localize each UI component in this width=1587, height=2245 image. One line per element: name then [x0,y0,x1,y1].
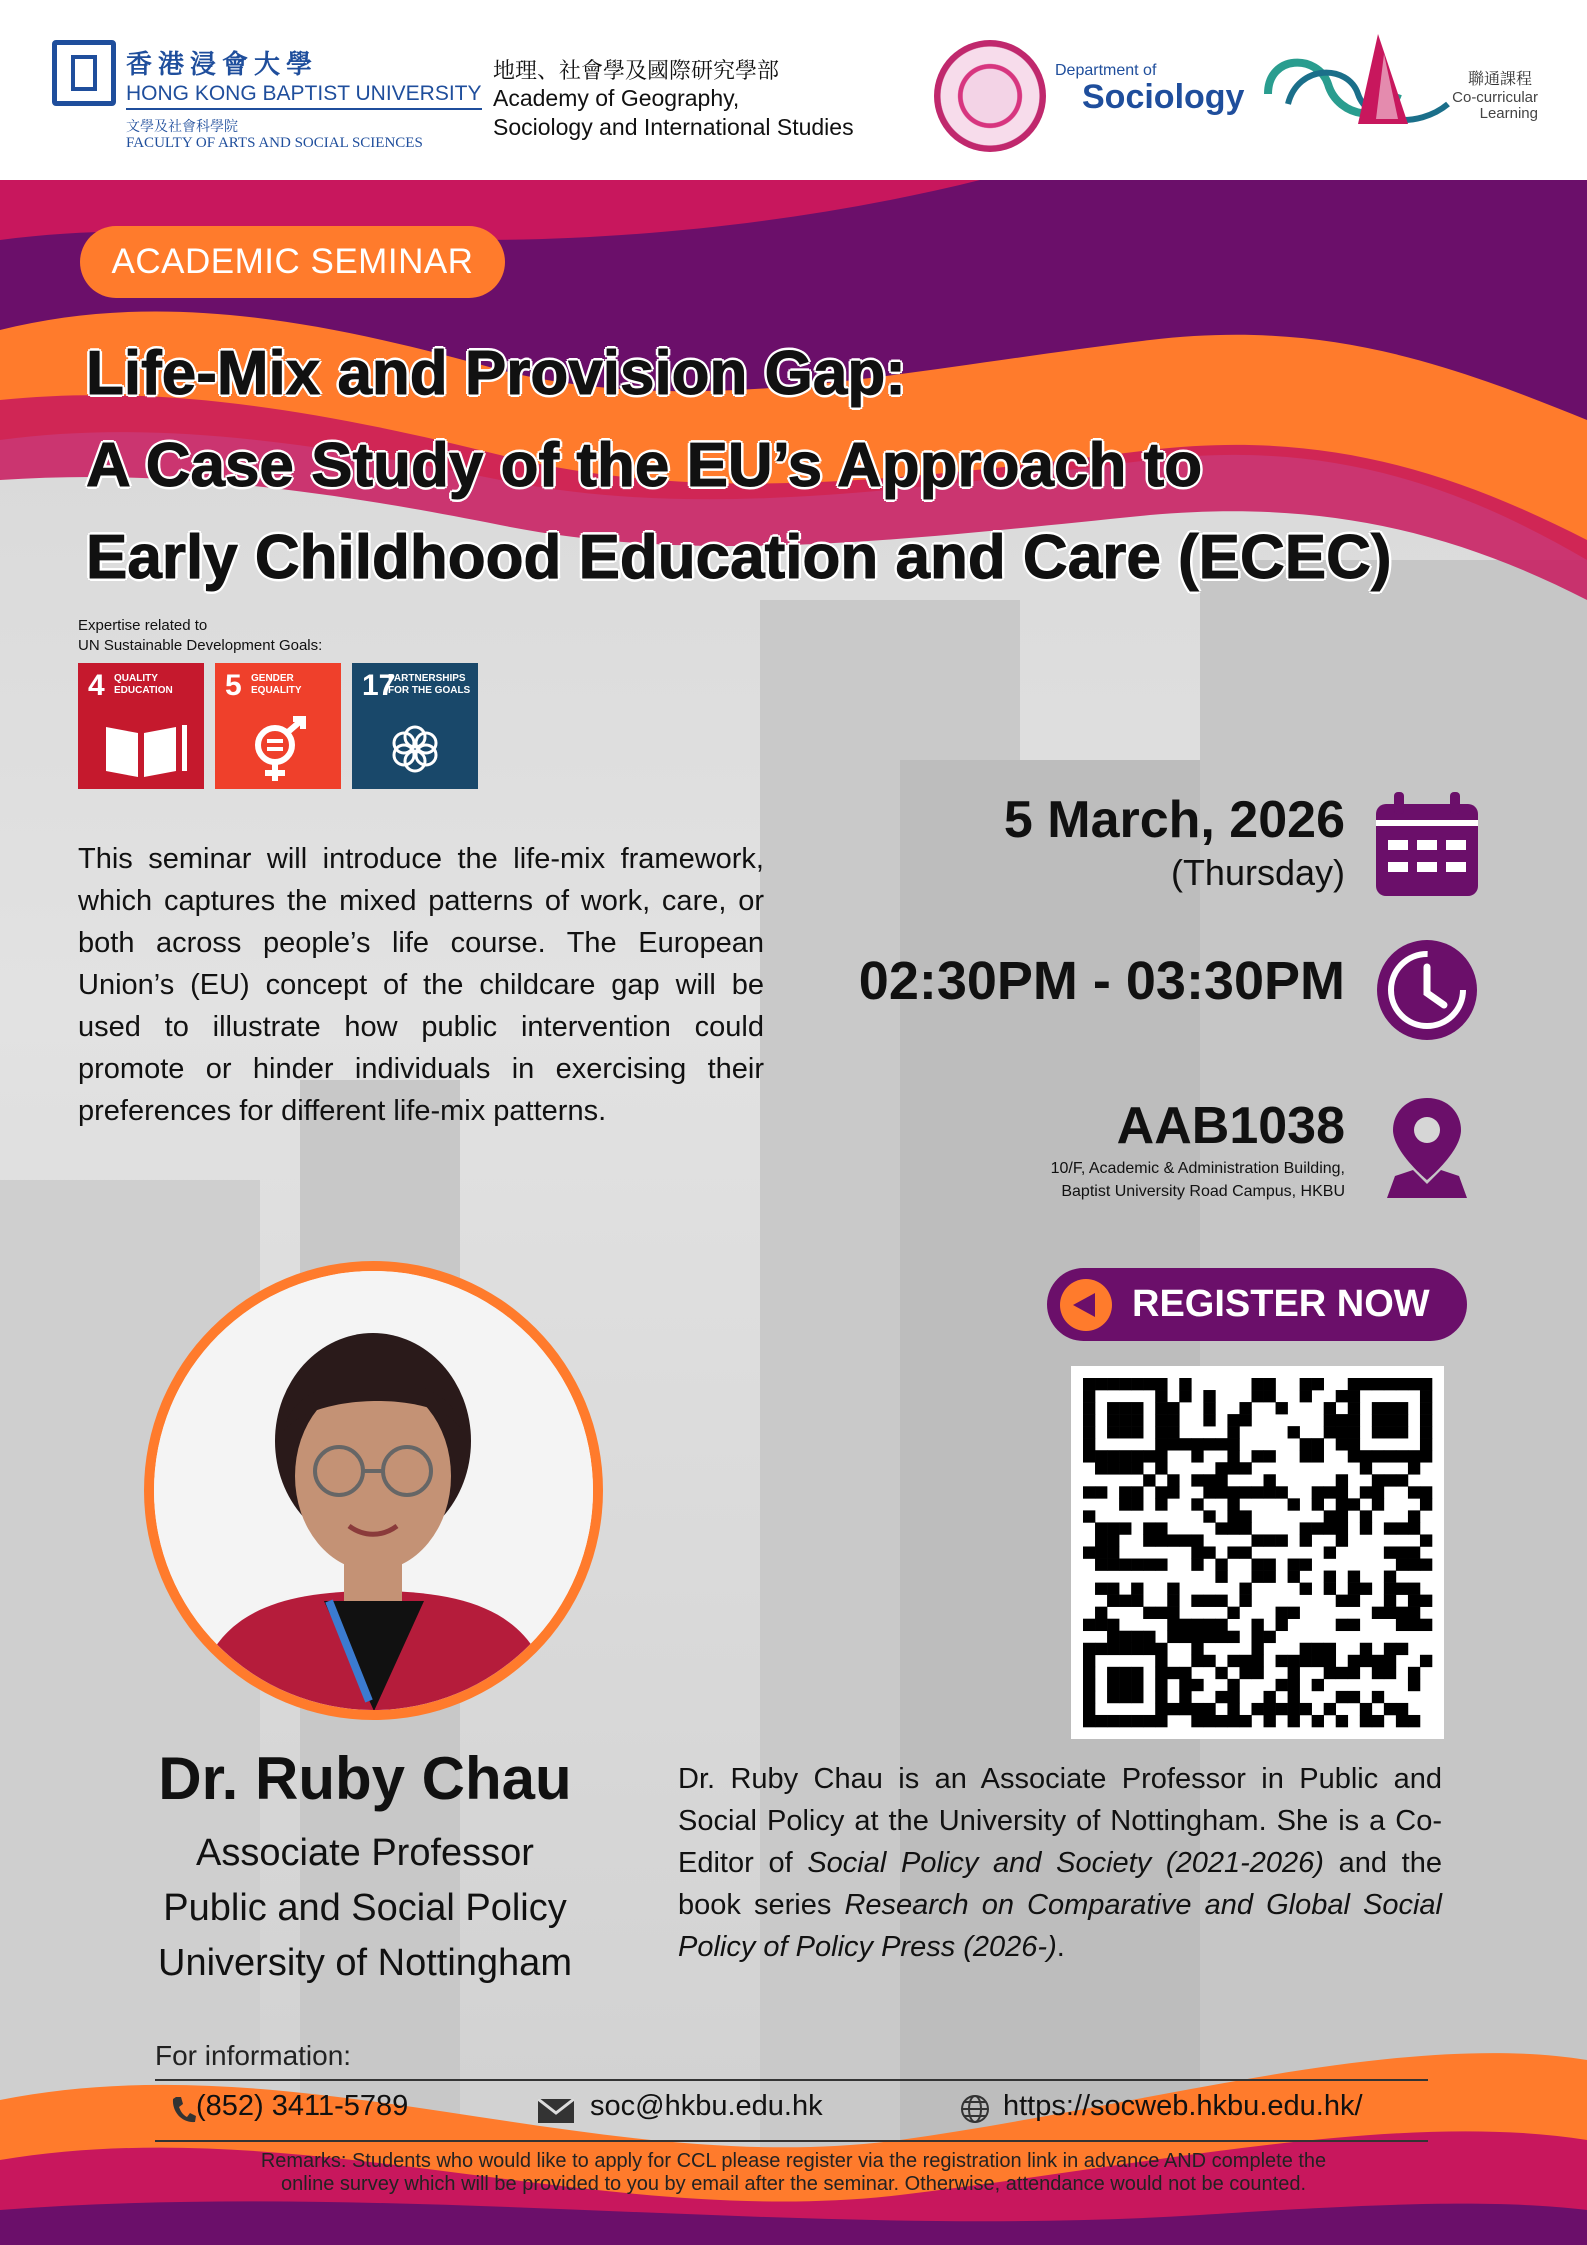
contact-phone[interactable]: (852) 3411-5789 [196,2090,409,2122]
hkbu-chinese-name: 香港浸會大學 [126,50,319,80]
faculty-english-name: FACULTY OF ARTS AND SOCIAL SCIENCES [126,135,423,151]
speaker-title: Associate Professor Public and Social Policy University of Nottingham [158,1832,572,1984]
event-time: 02:30PM - 03:30PM [858,951,1345,1011]
partnership-flower-icon [352,715,478,785]
event-venue-address: 10/F, Academic & Administration Building, Baptist University Road Campus, HKBU [1050,1160,1345,1200]
gender-equality-icon [215,715,341,785]
ccl-logo [1258,24,1458,150]
contact-website[interactable]: https://socweb.hkbu.edu.hk/ [1003,2090,1363,2122]
event-date: 5 March, 2026 [1003,791,1345,849]
event-venue-room: AAB1038 [1116,1097,1345,1155]
open-book-icon [78,715,204,785]
sociology-department-name: Sociology [1082,78,1245,116]
academy-english-name: Academy of Geography, Sociology and International Studies [493,85,854,140]
arrow-left-icon [1060,1279,1112,1331]
department-of-label: Department of [1055,62,1157,79]
footer-divider-top [155,2079,1428,2081]
contact-email[interactable]: soc@hkbu.edu.hk [590,2090,823,2122]
speaker-biography: Dr. Ruby Chau is an Associate Professor in Public and Social Policy at the University of Nottingham. She is a Co-Editor of Social Policy and Society (2021-2026) and the book series Research on Comparative and Global Social Policy of Policy Press (2026-). [678,1763,1442,1963]
sdg-4-quality-education: 4 QUALITY EDUCATION [78,663,204,789]
clock-icon [1372,935,1482,1045]
location-pin-icon [1385,1096,1469,1200]
ccl-english-name: Co-curricular Learning [1452,89,1538,122]
ccl-chinese-name: 聯通課程 [1468,69,1533,88]
academy-chinese-name: 地理、社會學及國際研究學部 [493,59,780,84]
header-bar [0,0,1587,180]
footer-divider-bottom [155,2140,1428,2142]
hkbu-crest-logo [52,40,116,106]
sociology-seal-logo [934,40,1046,152]
speaker-name: Dr. Ruby Chau [158,1745,572,1812]
speaker-photo [154,1271,593,1710]
sdg-5-gender-equality: 5 GENDER EQUALITY [215,663,341,789]
speaker-portrait-image [154,1271,593,1710]
registration-qr-code[interactable] [1071,1366,1444,1739]
globe-icon [960,2094,990,2124]
for-information-label: For information: [155,2040,352,2071]
hkbu-english-name: HONG KONG BAPTIST UNIVERSITY [126,82,482,110]
faculty-chinese-name: 文學及社會科學院 [126,119,238,135]
ccl-remarks: Remarks: Students who would like to apply for CCL please register via the registration link in advance AND complete the online survey which will be provided to you by email after the seminar. Otherwise, attendance would not be counted. [260,2150,1327,2195]
email-icon [538,2099,574,2123]
academic-seminar-badge: ACADEMIC SEMINAR [80,226,505,298]
seminar-title: Life-Mix and Provision Gap: A Case Study of the EU’s Approach to Early Childhood Education and Care (ECEC) [86,339,1392,592]
event-day: (Thursday) [1170,852,1345,893]
seminar-description: This seminar will introduce the life-mix framework, which captures the mixed patterns of work, care, or both across people’s life course. The European Union’s (EU) concept of the childcare gap will be used to illustrate how public intervention could promote or hinder individuals in exercising their preferences for different life-mix patterns. [78,843,764,1127]
sdg-label: Expertise related to UN Sustainable Development Goals: [78,617,323,654]
sdg-17-partnerships: 17 PARTNERSHIPS FOR THE GOALS [352,663,478,789]
calendar-icon [1372,790,1482,900]
register-now-label[interactable]: REGISTER NOW [1132,1283,1430,1325]
phone-icon [170,2095,196,2125]
